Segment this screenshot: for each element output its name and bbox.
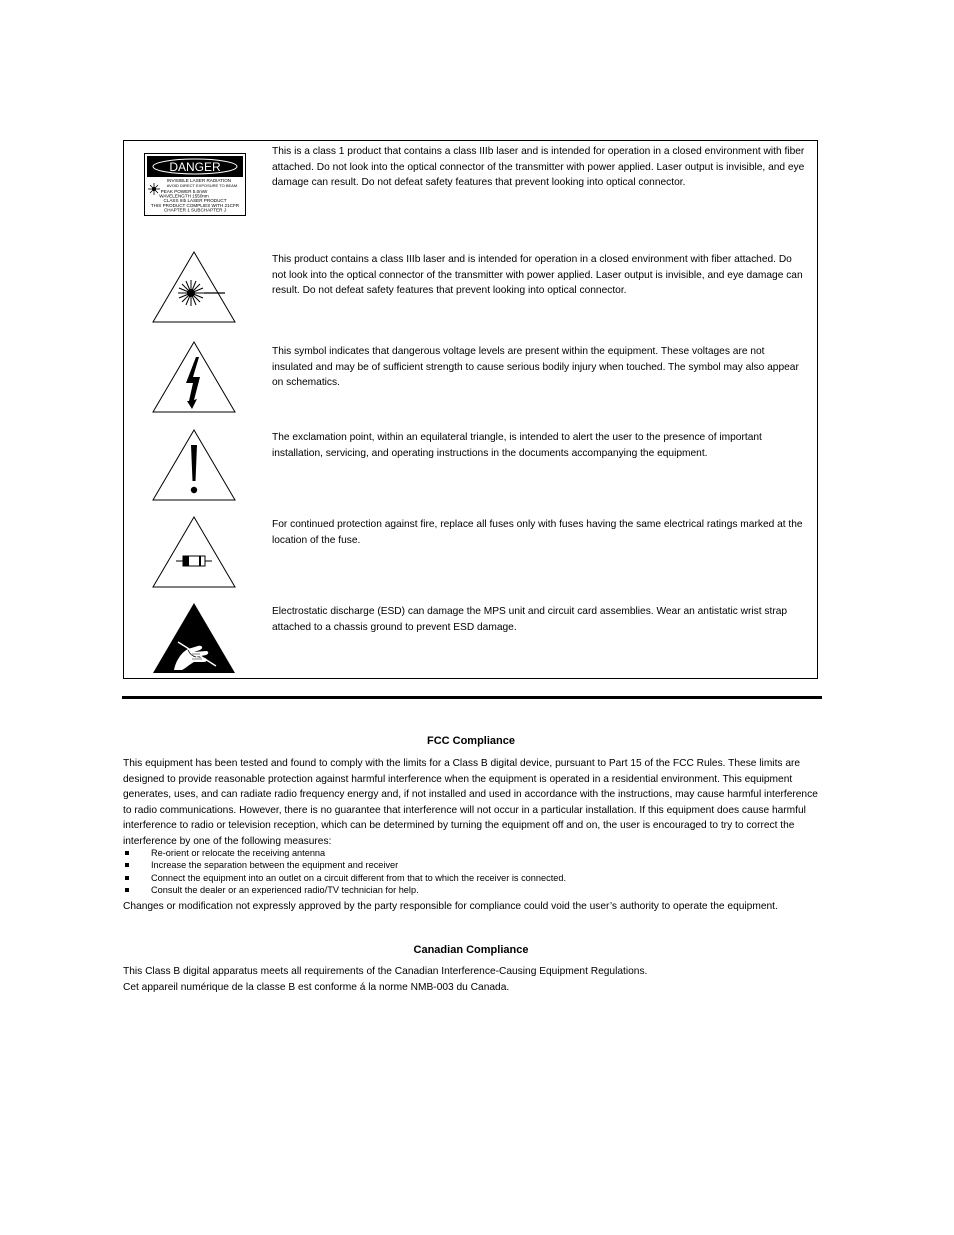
list-item: Re-orient or relocate the receiving antenna [123, 847, 823, 859]
danger-word: DANGER [169, 160, 221, 174]
safety-symbols-table [123, 140, 818, 679]
bullet-marker [125, 863, 129, 867]
bullet-marker [125, 876, 129, 880]
fuse-warning-icon [152, 516, 236, 588]
laser-warning-icon [152, 251, 236, 323]
laser-class1-text: This is a class 1 product that contains a class IIIb laser and is intended for operation in a closed environment with fiber attached. Do not look into the optical connector of the transmitter with power applied. Laser output is invisible, and eye damage can result. Do not defeat safety features that prevent looking into optical connector. [272, 146, 805, 189]
list-item: Consult the dealer or an experienced radio/TV technician for help. [123, 884, 823, 896]
svg-text:WAVELENGTH 1550nm: WAVELENGTH 1550nm [159, 193, 209, 199]
high-voltage-text: This symbol indicates that dangerous voltage levels are present within the equipment. These voltages are not insulated and may be of sufficient strength to cause serious bodily injury when touched. The symbol may also appear on schematics. [272, 346, 799, 389]
esd-warning-icon [152, 602, 236, 674]
svg-text:CLASS IIIb LASER PRODUCT: CLASS IIIb LASER PRODUCT [163, 198, 227, 203]
fcc-measures-list [123, 847, 823, 897]
canadian-line-english: This Class B digital apparatus meets all requirements of the Canadian Interference-Causing Equipment Regulations. [123, 966, 648, 977]
fcc-closing-paragraph: Changes or modification not expressly approved by the party responsible for compliance could void the user’s authority to operate the equipment. [123, 901, 778, 912]
high-voltage-icon [152, 341, 236, 413]
svg-text:INVISIBLE LASER RADIATION: INVISIBLE LASER RADIATION [166, 178, 232, 183]
canadian-heading: Canadian Compliance [413, 944, 529, 956]
svg-text:PEAK POWER 5.0mW: PEAK POWER 5.0mW [160, 189, 208, 194]
svg-text:THIS PRODUCT COMPLIES WITH 21C: THIS PRODUCT COMPLIES WITH 21CFR [150, 203, 240, 208]
laser-class3b-text: This product contains a class IIIb laser and is intended for operation in a closed environment with fiber attached. Do not look into the optical connector of the transmitter with power applied. Laser output is invisible, and eye damage can result. Do not defeat safety features that prevent looking into optical connector. [272, 254, 803, 297]
fuse-text: For continued protection against fire, replace all fuses only with fuses having the same electrical ratings marked at the location of the fuse. [272, 519, 803, 546]
fcc-paragraph: This equipment has been tested and found to comply with the limits for a Class B digital device, pursuant to Part 15 of the FCC Rules. These limits are designed to provide reasonable protection against harmful interference when the equipment is operated in a residential environment. This equipment generates, uses, and can radiate radio frequency energy and, if not installed and used in accordance with the instructions, may cause harmful interference to radio communications. However, there is no guarantee that interference will not occur in a particular installation. If this equipment does cause harmful interference to radio or television reception, which can be determined by turning the equipment off and on, the user is encouraged to try to correct the interference by one of the following measures: [123, 758, 818, 847]
exclamation-warning-icon [152, 429, 236, 501]
canadian-line-french: Cet appareil numérique de la classe B est conforme á la norme NMB-003 du Canada. [123, 982, 510, 993]
esd-text: Electrostatic discharge (ESD) can damage the MPS unit and circuit card assemblies. Wear an antistatic wrist strap attached to a chassis ground to prevent ESD damage. [272, 606, 788, 633]
fcc-heading: FCC Compliance [426, 735, 515, 747]
section-divider [122, 696, 822, 699]
exclamation-text: The exclamation point, within an equilateral triangle, is intended to alert the user to the presence of important installation, servicing, and operating instructions in the documents accompanying the equipment. [272, 432, 762, 459]
svg-text:AVOID DIRECT EXPOSURE TO BEAM: AVOID DIRECT EXPOSURE TO BEAM [166, 183, 238, 188]
bullet-marker [125, 888, 129, 892]
svg-text:CHAPTER 1 SUBCHAPTER J: CHAPTER 1 SUBCHAPTER J [163, 207, 227, 213]
list-item: Connect the equipment into an outlet on a circuit different from that to which the receiver is connected. [123, 872, 823, 884]
bullet-marker [125, 851, 129, 855]
laser-danger-label-icon [144, 153, 246, 216]
list-item: Increase the separation between the equipment and receiver [123, 859, 823, 871]
